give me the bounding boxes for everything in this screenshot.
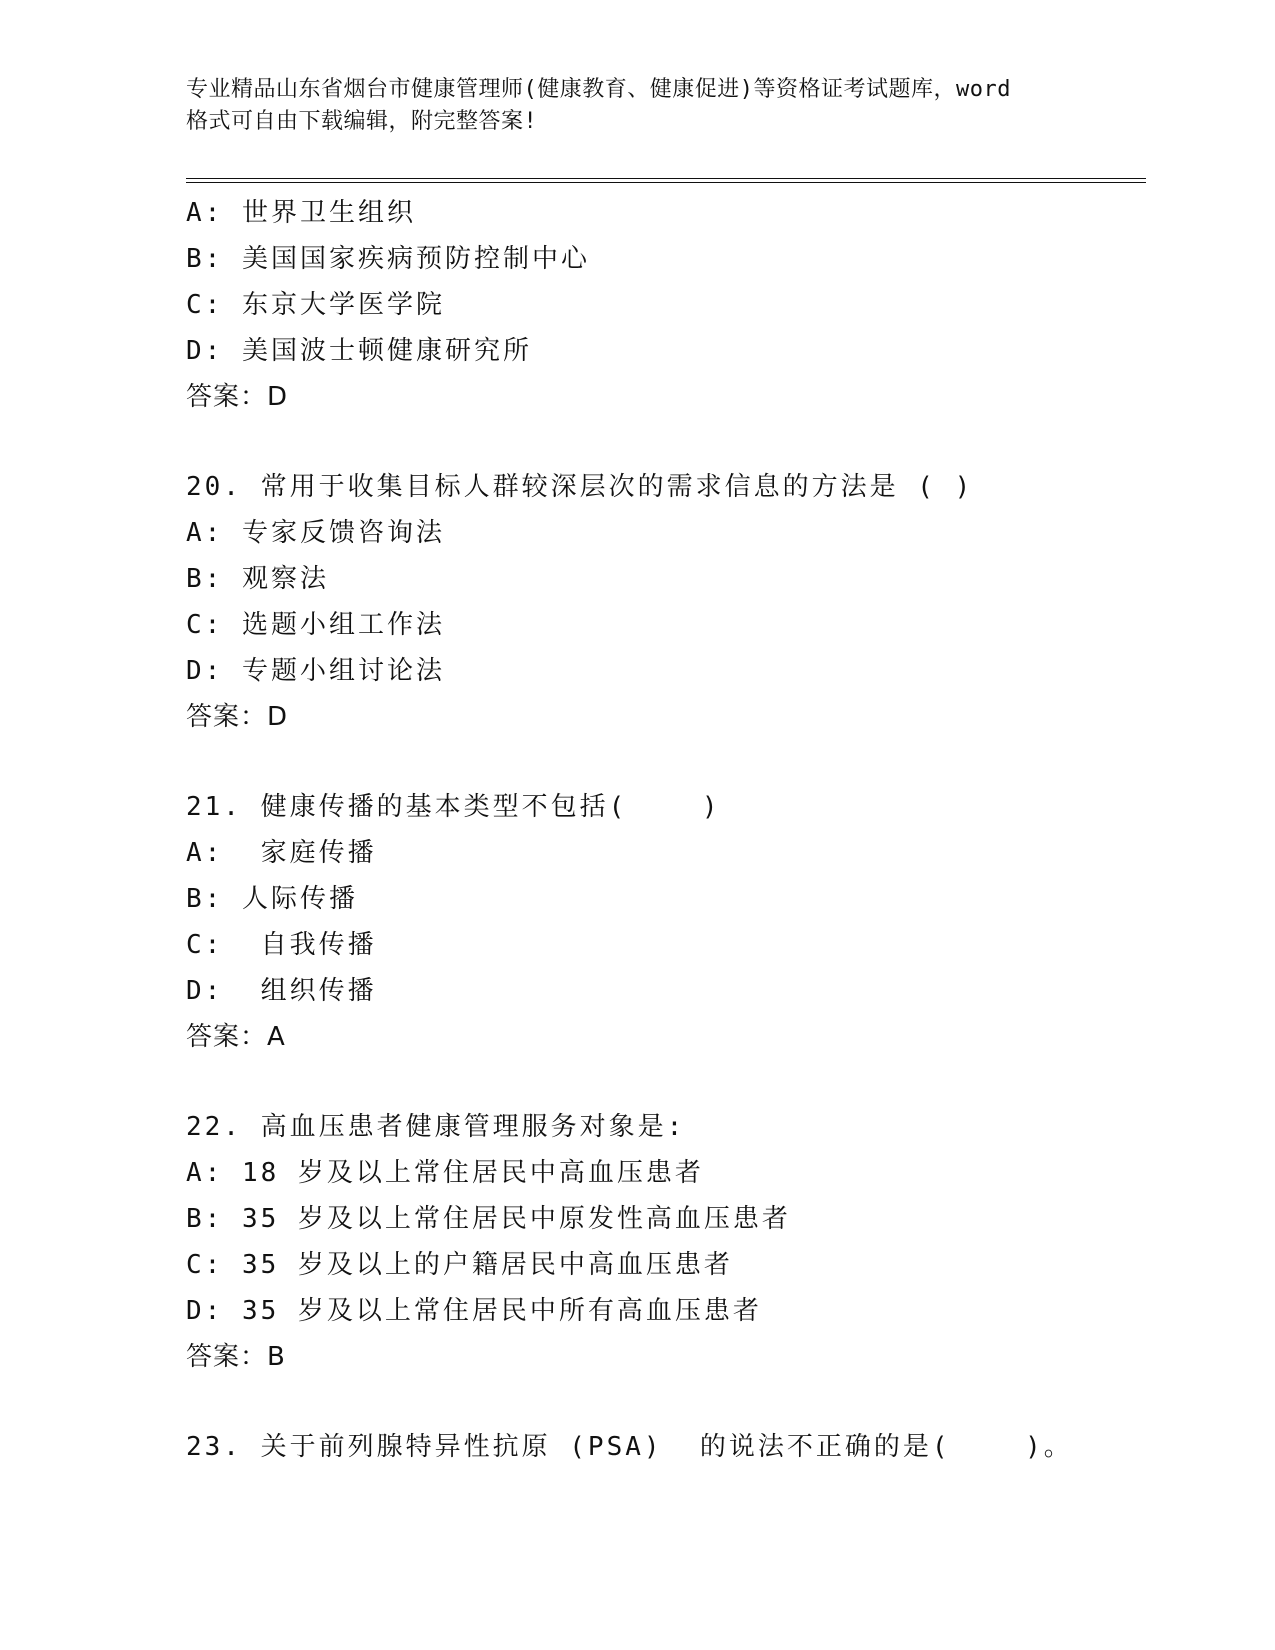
question-22-block	[186, 1104, 1186, 1380]
q20-option-a: A: 专家反馈咨询法	[186, 518, 445, 548]
spacer	[186, 420, 1186, 464]
q21-question: 21. 健康传播的基本类型不包括( )	[186, 792, 721, 822]
q21-option-d: D: 组织传播	[186, 976, 377, 1006]
q19-option-c: C: 东京大学医学院	[186, 290, 445, 320]
q19-option-b: B: 美国国家疾病预防控制中心	[186, 244, 590, 274]
q19-option-a: A: 世界卫生组织	[186, 198, 416, 228]
q20-option-d: D: 专题小组讨论法	[186, 656, 445, 686]
question-21-block	[186, 784, 1186, 1060]
q22-question: 22. 高血压患者健康管理服务对象是:	[186, 1112, 686, 1142]
q21-option-a: A: 家庭传播	[186, 838, 377, 868]
question-23-block	[186, 1424, 1186, 1470]
document-header	[186, 74, 1106, 138]
question-list	[186, 190, 1186, 1470]
spacer	[186, 1380, 1186, 1424]
spacer	[186, 740, 1186, 784]
q20-option-b: B: 观察法	[186, 564, 329, 594]
question-20-block	[186, 464, 1186, 740]
q21-option-b: B: 人际传播	[186, 884, 358, 914]
q22-option-b: B: 35 岁及以上常住居民中原发性高血压患者	[186, 1204, 791, 1234]
q22-answer: 答案：B	[186, 1342, 286, 1372]
q22-option-d: D: 35 岁及以上常住居民中所有高血压患者	[186, 1296, 762, 1326]
q23-question: 23. 关于前列腺特异性抗原 (PSA) 的说法不正确的是( )。	[186, 1432, 1073, 1462]
q21-answer: 答案：A	[186, 1022, 286, 1052]
question-19-block	[186, 190, 1186, 420]
header-rule-bottom	[186, 182, 1146, 183]
q19-option-d: D: 美国波士顿健康研究所	[186, 336, 532, 366]
q19-answer: 答案：D	[186, 382, 289, 412]
q20-option-c: C: 选题小组工作法	[186, 610, 445, 640]
header-rule-top	[186, 178, 1146, 179]
q20-answer: 答案：D	[186, 702, 289, 732]
spacer	[186, 1060, 1186, 1104]
header-line-1: 专业精品山东省烟台市健康管理师(健康教育、健康促进)等资格证考试题库，word	[186, 77, 1011, 102]
q22-option-a: A: 18 岁及以上常住居民中高血压患者	[186, 1158, 704, 1188]
q21-option-c: C: 自我传播	[186, 930, 377, 960]
q22-option-c: C: 35 岁及以上的户籍居民中高血压患者	[186, 1250, 733, 1280]
q20-question: 20. 常用于收集目标人群较深层次的需求信息的方法是 ( )	[186, 472, 974, 502]
header-line-2: 格式可自由下载编辑，附完整答案!	[186, 109, 538, 134]
